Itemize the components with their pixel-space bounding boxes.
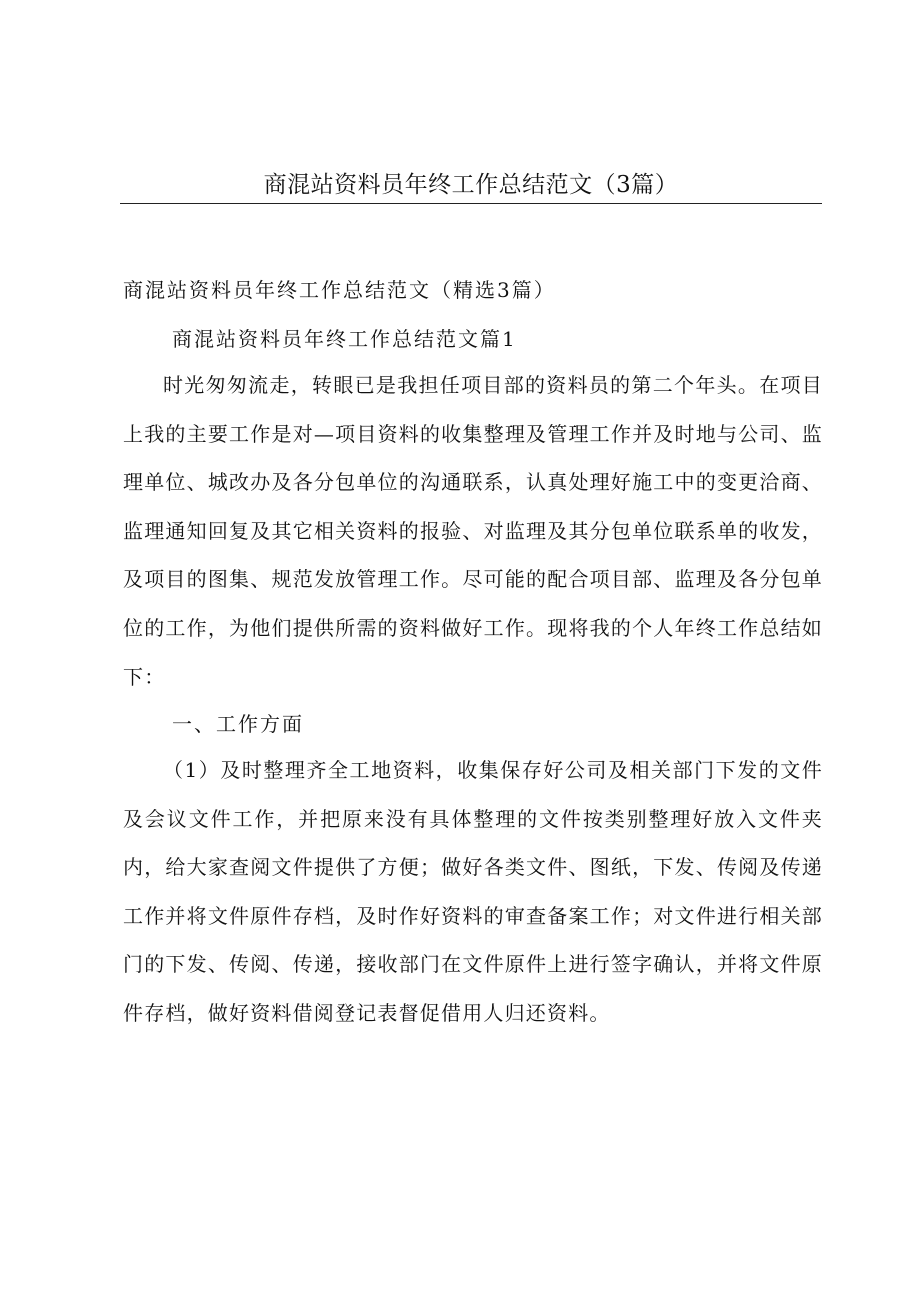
section-one-paragraph: （1）及时整理齐全工地资料，收集保存好公司及相关部门下发的文件及会议文件工作，并把原来没有具体整理的文件按类别整理好放入文件夹内，给大家查阅文件提供了方便；做好各类文件、图纸，下发、传阅及传递工作并将文件原件存档，及时作好资料的审查备案工作；对文件进行相关部门的下发、传阅、传递，接收部门在文件原件上进行签字确认，并将文件原件存档，做好资料借阅登记表督促借用人归还资料。 bbox=[123, 758, 823, 1025]
title-underline bbox=[120, 203, 822, 204]
document-title: 商混站资料员年终工作总结范文（3篇） bbox=[263, 172, 679, 198]
section-one-heading: 一、工作方面 bbox=[172, 712, 304, 736]
document-subtitle: 商混站资料员年终工作总结范文（精选3篇） bbox=[123, 278, 556, 302]
intro-paragraph: 时光匆匆流走，转眼已是我担任项目部的资料员的第二个年头。在项目上我的主要工作是对—项目资料的收集整理及管理工作并及时地与公司、监理单位、城改办及各分包单位的沟通联系，认真处理好施工中的变更洽商、监理通知回复及其它相关资料的报验、对监理及其分包单位联系单的收发，及项目的图集、规范发放管理工作。尽可能的配合项目部、监理及各分包单位的工作，为他们提供所需的资料做好工作。现将我的个人年终工作总结如下： bbox=[123, 373, 823, 689]
article-heading: 商混站资料员年终工作总结范文篇1 bbox=[172, 327, 517, 351]
